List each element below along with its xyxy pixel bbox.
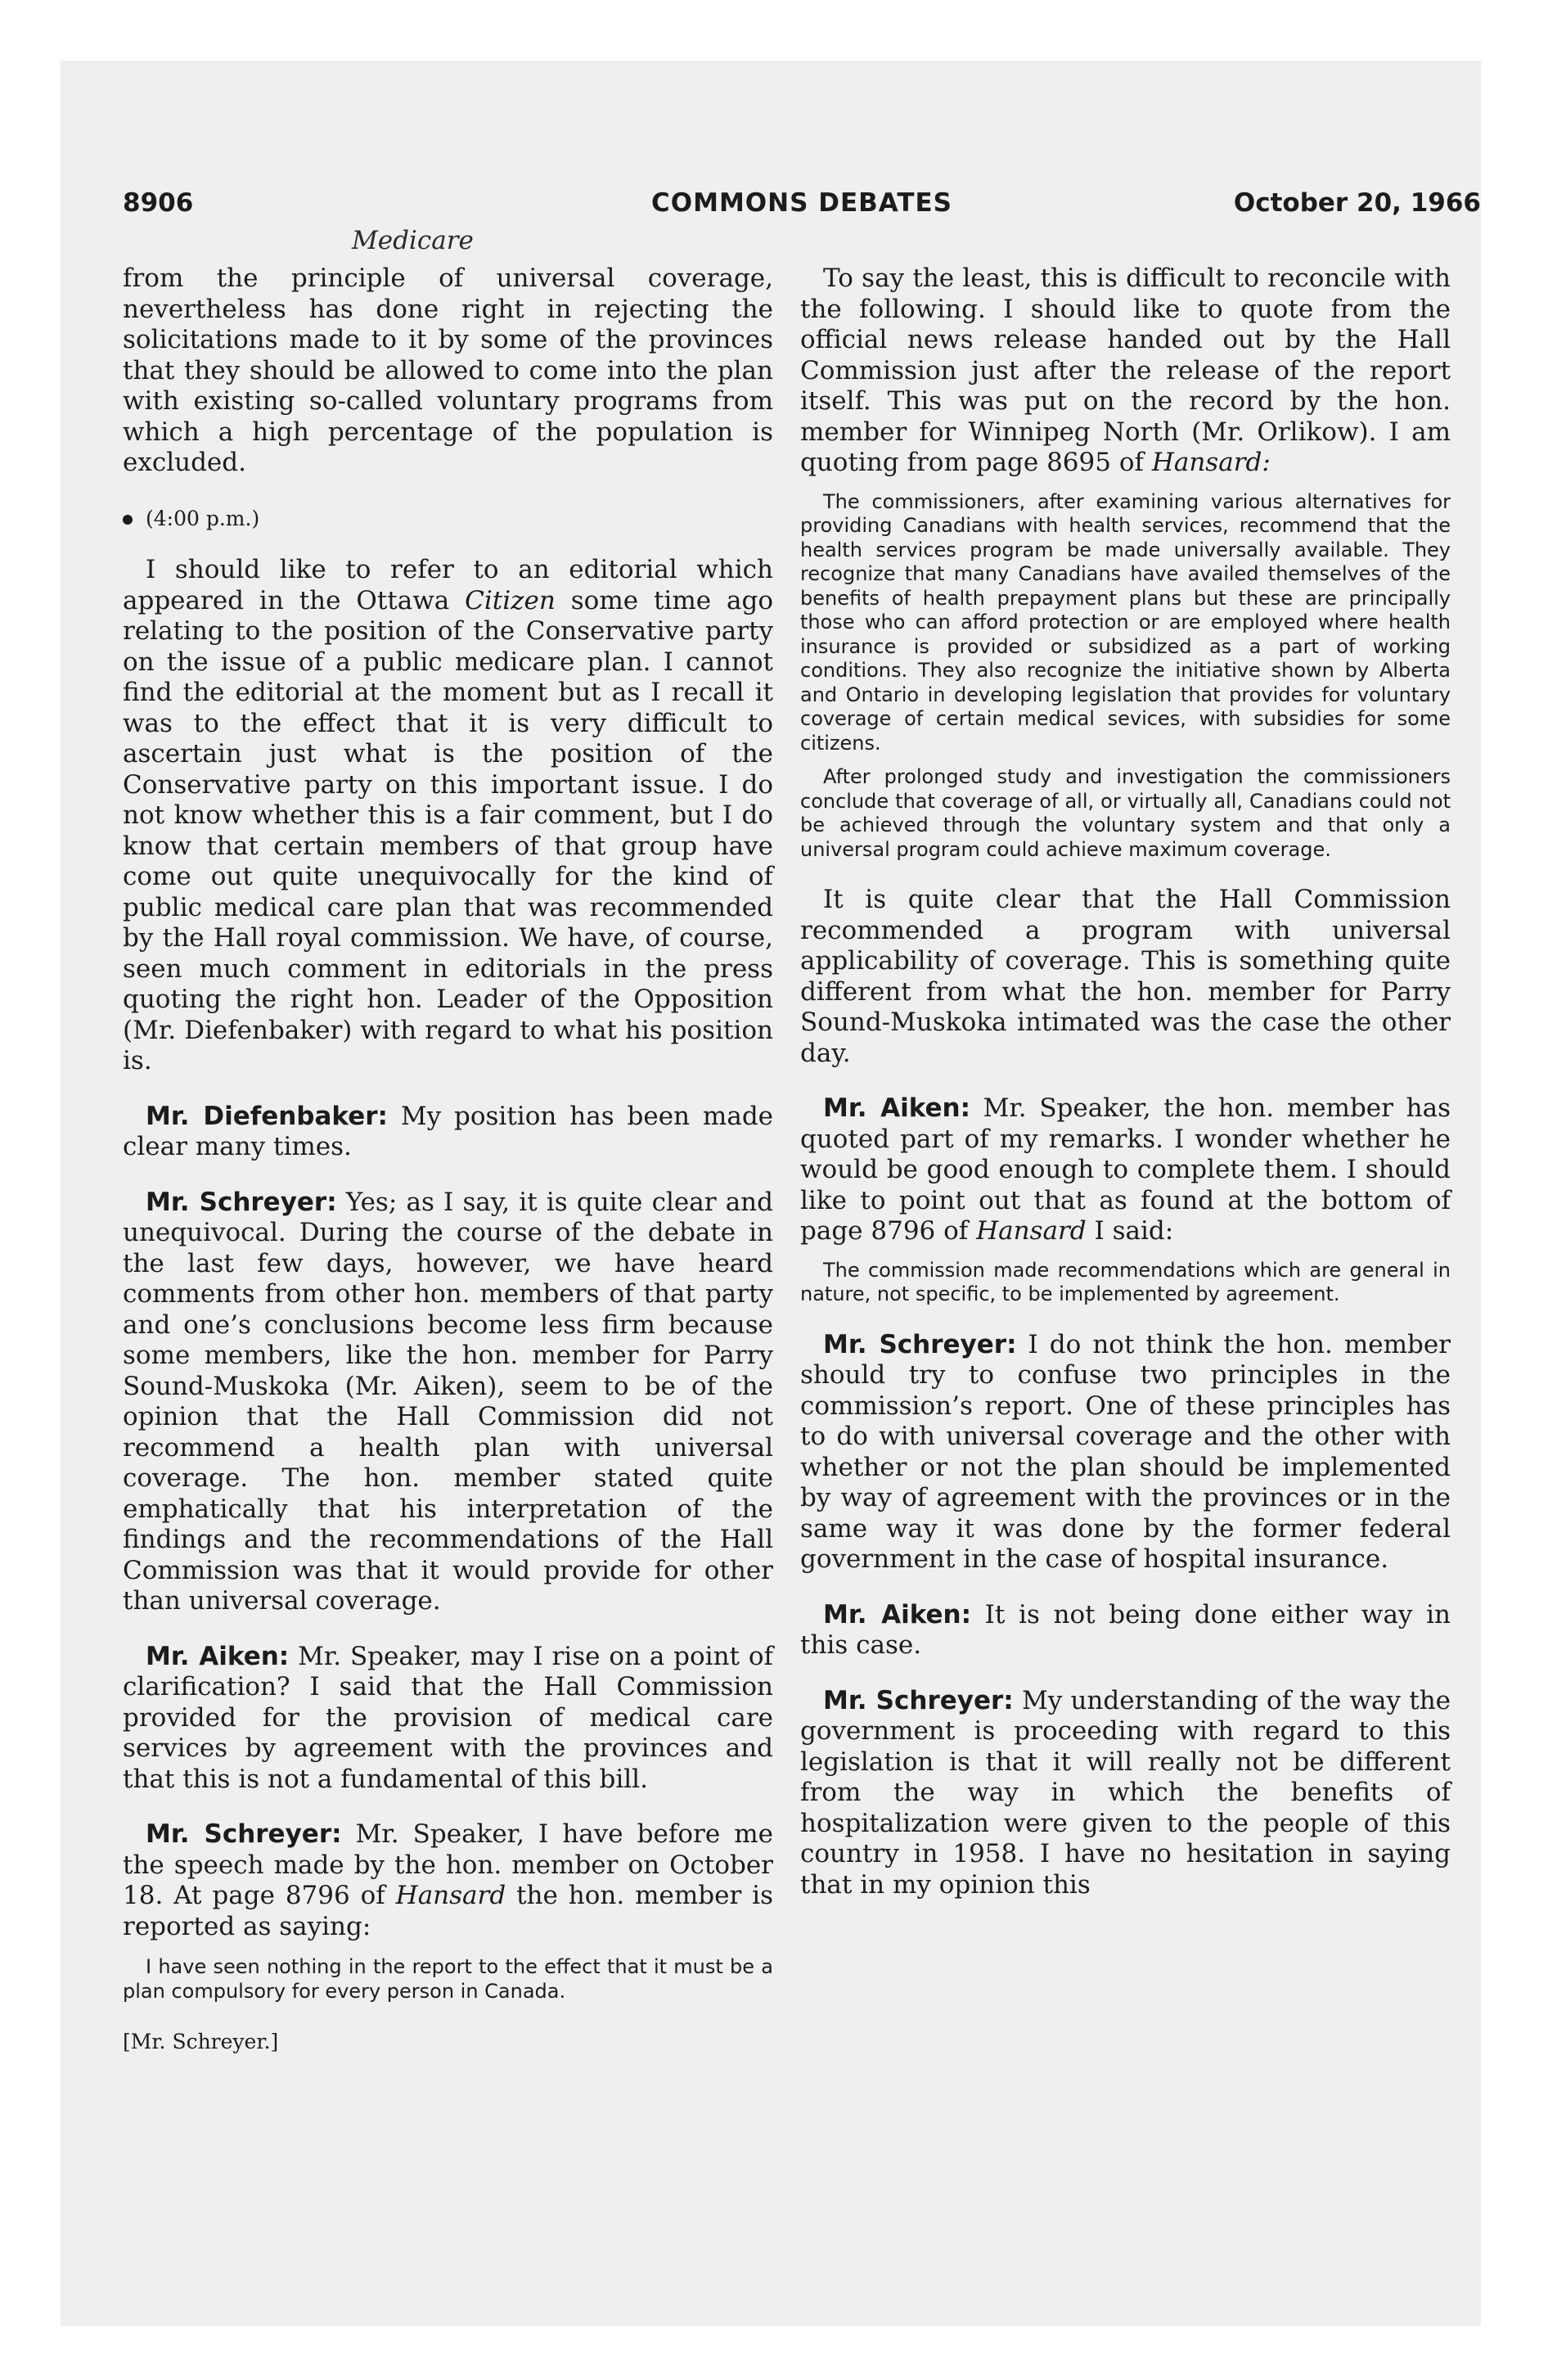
publication-name: Citizen xyxy=(465,585,556,615)
block-quote: After prolonged study and investigation the commissioners conclude that coverage of all, or virtually all, Canadians could not be achieved through the voluntary system and that only a universal program could achieve maximum coverage. xyxy=(800,765,1451,861)
publication-name: Hansard xyxy=(395,1881,506,1910)
speaker-name: Mr. Schreyer: xyxy=(823,1329,1017,1359)
speech-text: My position has been made clear many times. xyxy=(123,1101,774,1161)
time-marker xyxy=(123,503,773,534)
speech xyxy=(800,1600,1451,1661)
speech xyxy=(800,1330,1451,1575)
speech xyxy=(800,1093,1451,1247)
publication-title: COMMONS DEBATES xyxy=(651,188,952,218)
speaker-name: Mr. Schreyer: xyxy=(146,1187,337,1217)
paragraph: It is quite clear that the Hall Commission recommended a program with universal applicability of coverage. This is something quite different from what the hon. member for Parry Sound-Muskoka intimated was the case the other day. xyxy=(800,885,1451,1068)
speech-text: Mr. Speaker, I have before me the speech made by the hon. member on October 18. At page 8796 of xyxy=(123,1819,773,1910)
speech-text: Yes; as I say, it is quite clear and unequivocal. During the course of the debate in the last few days, however, we have heard comments from other hon. members of that party and one’s conclusions become less firm because some members, like the hon. member for Parry Sound-Muskoka (Mr. Aiken), seem to be of the opinion that the Hall Commission did not recommend a health plan with universal coverage. The hon. member stated quite emphatically that his interpretation of the findings and the recommendations of the Hall Commission was that it would provide for other than universal coverage. xyxy=(123,1187,773,1616)
block-quote: The commissioners, after examining various alternatives for providing Canadians with health services, recommend that the health services program be made universally available. They recognize that many Canadians have availed themselves of the benefits of health prepayment plans but these are principally those who can afford protection or are employed where health insurance is provided or subsidized as a part of working conditions. They also recognize the initiative shown by Alberta and Ontario in developing legislation that provides for voluntary coverage of certain medical sevices, with subsidies for some citizens. xyxy=(800,489,1451,755)
bullet-icon xyxy=(123,515,133,525)
speaker-name: Mr. Diefenbaker: xyxy=(146,1101,388,1131)
speech-text: My understanding of the way the government is proceeding with regard to this legislation is that it will really not be different from the way in which the benefits of hospitalization were given to the people of this country in 1958. I have no hesitation in saying that in my opinion this xyxy=(800,1685,1451,1900)
speaker-name: Mr. Schreyer: xyxy=(823,1685,1014,1715)
time-stamp: (4:00 p.m.) xyxy=(146,506,260,530)
publication-name: Hansard: xyxy=(1151,448,1271,477)
paragraph xyxy=(123,555,773,1077)
speech-text: Mr. Speaker, the hon. member has quoted part of my remarks. I wonder whether he would be good enough to complete them. I should like to point out that as found at the bottom of page 8796 of xyxy=(800,1093,1451,1246)
speech xyxy=(123,1188,773,1617)
speech xyxy=(123,1642,773,1796)
block-quote: I have seen nothing in the report to the effect that it must be a plan compulsory for every person in Canada. xyxy=(123,1955,773,2003)
text-run: To say the least, this is difficult to reconcile with the following. I should like to quote from the official news release handed out by the Hall Commission just after the release of the report itself. This was put on the record by the hon. member for Winnipeg North (Mr. Orlikow). I am quoting from page 8695 of xyxy=(800,264,1451,477)
speech-text: I do not think the hon. member should try to confuse two principles in the commission’s report. One of these principles has to do with universal coverage and the other with whether or not the plan should be implemented by way of agreement with the provinces or in the same way it was done by the former federal government in the case of hospital insurance. xyxy=(800,1329,1451,1574)
block-quote: The commission made recommendations which are general in nature, not specific, to be implemented by agreement. xyxy=(800,1258,1451,1305)
text-run: I should like to refer to an editorial which appeared in the Ottawa xyxy=(123,555,773,615)
speech-text: the hon. member is reported as saying: xyxy=(123,1881,773,1941)
speaker-name: Mr. Aiken: xyxy=(823,1599,971,1629)
page-number: 8906 xyxy=(123,188,194,218)
paragraph xyxy=(800,264,1451,479)
speech-text: I said: xyxy=(1086,1216,1174,1246)
speaker-name: Mr. Aiken: xyxy=(823,1093,970,1123)
speaker-name: Mr. Aiken: xyxy=(146,1641,290,1671)
subject-heading: Medicare xyxy=(352,226,474,255)
page-header xyxy=(123,188,1481,224)
speech-text: Mr. Speaker, may I rise on a point of clarification? I said that the Hall Commission provided for the provision of medical care services by agreement with the provinces and that this is not a fundamental of this bill. xyxy=(123,1641,774,1794)
right-column xyxy=(800,264,1451,1925)
text-run: some time ago relating to the position of the Conservative party on the issue of a public medicare plan. I cannot find the editorial at the moment but as I recall it was to the effect that it is very difficult to ascertain just what is the position of the Conservative party on this important issue. I do not know whether this is a fair comment, but I do know that certain members of that group have come out quite unequivocally for the kind of public medical care plan that was recommended by the Hall royal commission. We have, of course, seen much comment in editorials in the press quoting the right hon. Leader of the Opposition (Mr. Diefenbaker) with regard to what his position is. xyxy=(123,585,774,1075)
speech-text: It is not being done either way in this case. xyxy=(800,1599,1451,1660)
speech xyxy=(123,1102,773,1163)
speaker-name: Mr. Schreyer: xyxy=(146,1819,342,1849)
left-column xyxy=(123,264,773,2058)
speech xyxy=(123,1819,773,1942)
paragraph: from the principle of universal coverage, nevertheless has done right in rejecting the solicitations made to it by some of the provinces that they should be allowed to come into the plan with existing so-called voluntary programs from which a high percentage of the population is excluded. xyxy=(123,264,773,477)
speaker-attribution: [Mr. Schreyer.] xyxy=(123,2030,279,2053)
publication-name: Hansard xyxy=(976,1216,1087,1246)
issue-date: October 20, 1966 xyxy=(1233,188,1481,218)
speech xyxy=(800,1686,1451,1901)
